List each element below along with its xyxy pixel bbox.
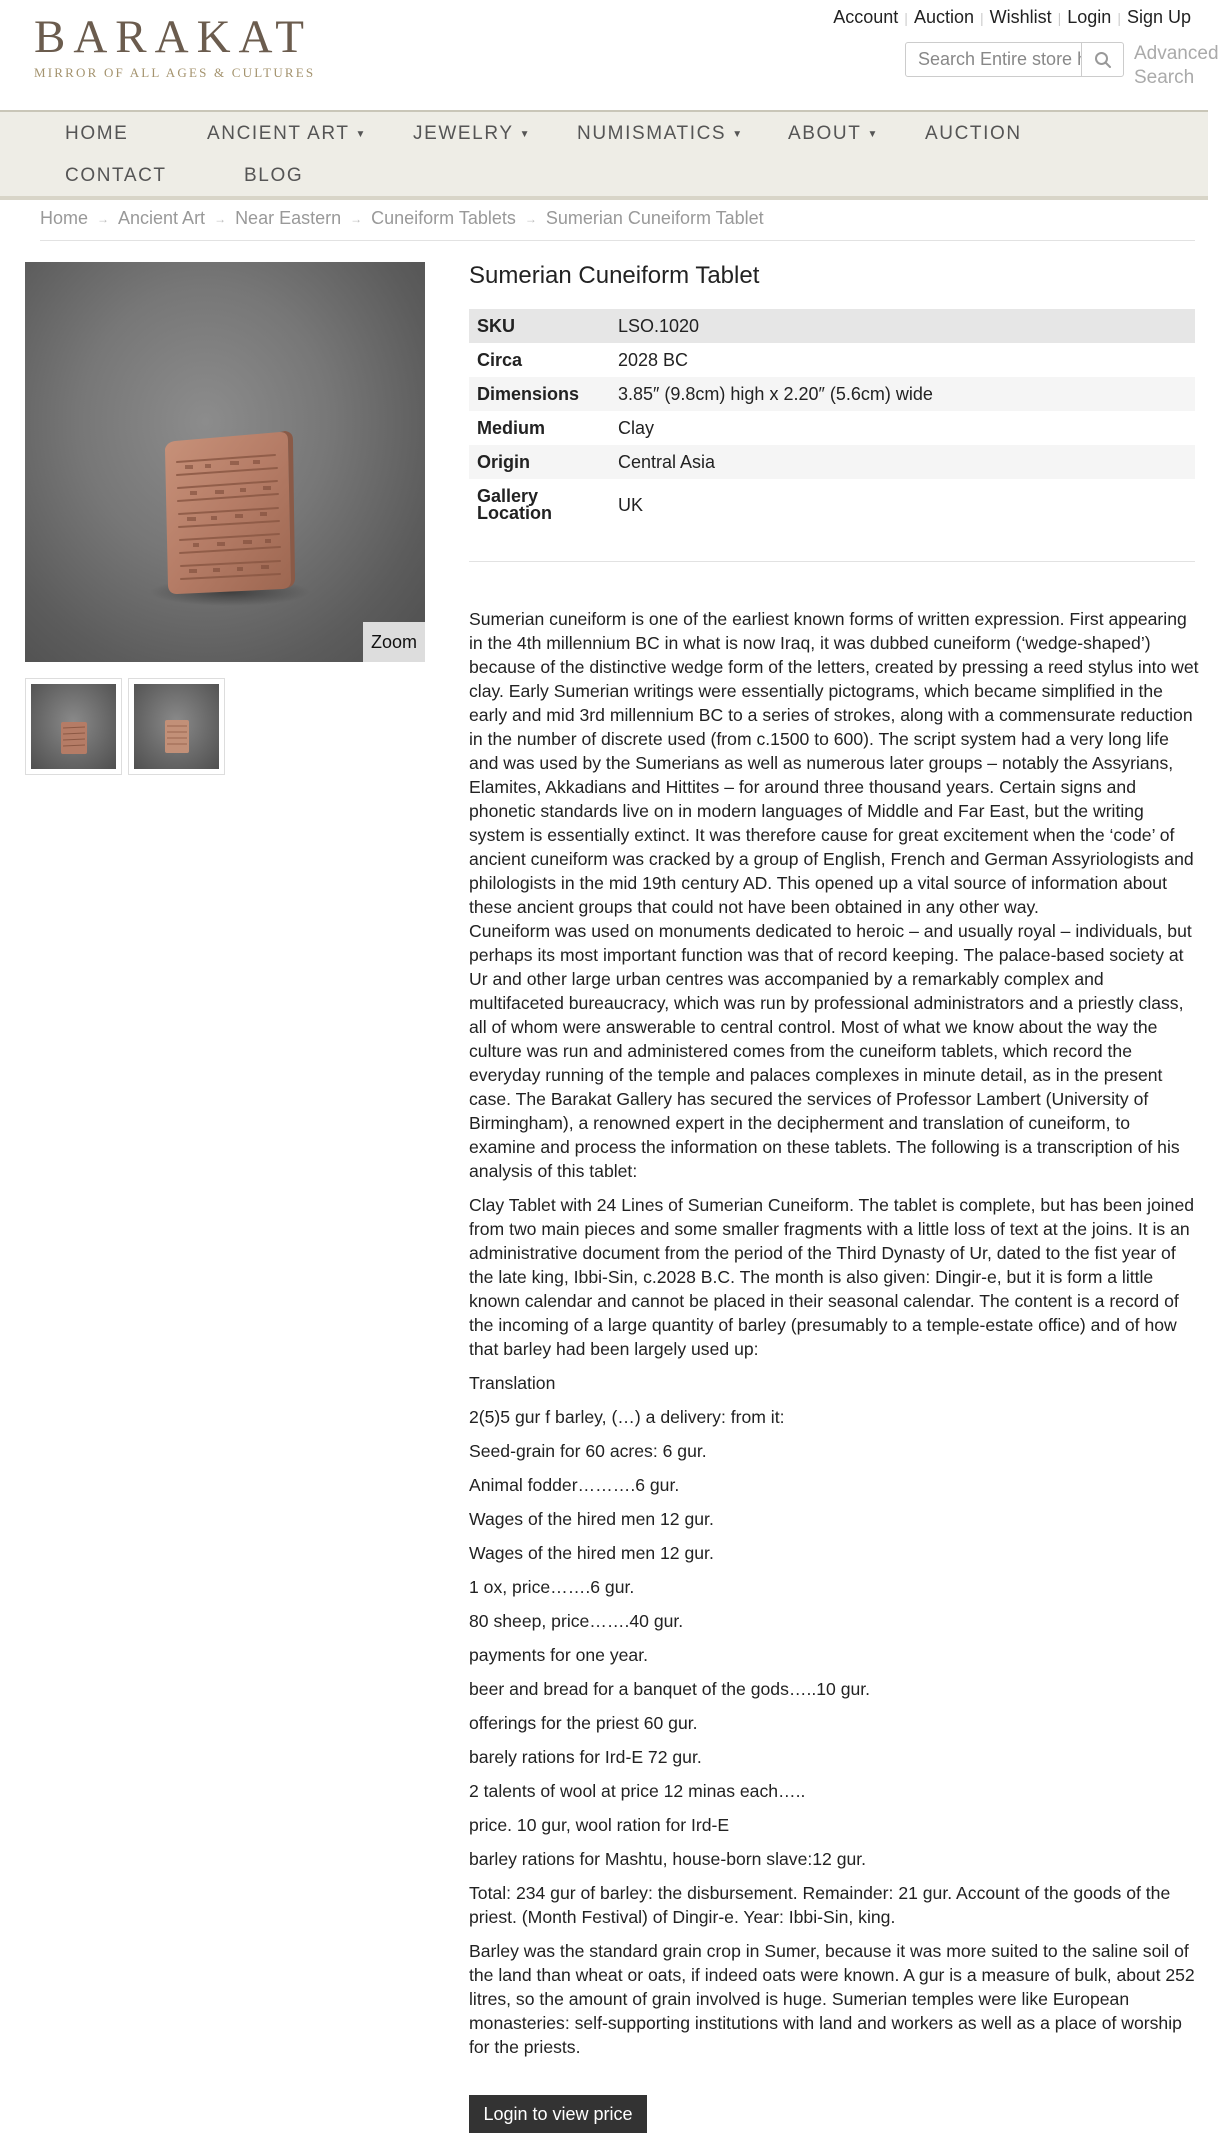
tablet-thumbnail — [134, 684, 219, 769]
arrow-right-icon: → — [214, 211, 227, 226]
caret-down-icon: ▼ — [355, 128, 368, 140]
nav-label: CONTACT — [65, 165, 167, 186]
nav-jewelry[interactable] — [413, 123, 531, 145]
nav-label: ANCIENT ART — [207, 123, 350, 144]
search-button[interactable] — [1081, 43, 1123, 76]
spec-value: LSO.1020 — [618, 315, 700, 336]
translation-line: payments for one year. — [469, 1645, 648, 1665]
caret-down-icon: ▼ — [867, 128, 879, 140]
logo-tagline: MIRROR OF ALL AGES & CULTURES — [34, 65, 316, 80]
login-to-view-price-button[interactable]: Login to view price — [469, 2095, 647, 2133]
breadcrumb-ancient-art[interactable]: Ancient Art — [118, 208, 206, 228]
spec-row — [469, 309, 1195, 343]
product-image[interactable] — [25, 262, 425, 662]
translation-line: 2(5)5 gur f barley, (…) a delivery: from it: — [469, 1407, 785, 1427]
link-separator: | — [904, 9, 908, 26]
nav-numismatics[interactable] — [577, 123, 744, 145]
arrow-right-icon: → — [350, 211, 363, 226]
spec-key: SKU — [477, 315, 516, 336]
nav-about[interactable] — [788, 123, 879, 145]
link-separator: | — [979, 9, 984, 26]
translation-total: Total: 234 gur of barley: the disbursement. Remainder: 21 gur. Account of the goods of the priest. (Month Festival) of Dingir-e. Year: Ibbi-Sin, king. — [469, 1883, 1171, 1927]
nav-home[interactable] — [65, 123, 128, 145]
account-links — [833, 7, 1191, 28]
breadcrumb — [40, 208, 764, 229]
spec-value: 3.85″ (9.8cm) high x 2.20″ (5.6cm) wide — [618, 383, 933, 404]
breadcrumb-home[interactable]: Home — [40, 208, 89, 228]
spec-key: Medium — [477, 417, 546, 438]
main-nav — [0, 110, 1208, 200]
description-paragraph: Cuneiform was used on monuments dedicated to heroic – and usually royal – individuals, but perhaps its most important function was that of record keeping. The palace-based society at Ur and other large urban centres was accompanied by a remarkably complex and multifaceted bureaucracy, which was run by professional administrators and a priestly class, all of whom were answerable to central control. Most of what we know about the way the culture was run and administered comes from the cuneiform tablets, which record the everyday running of the temple and palaces complexes in minute detail, as in the present case. The Barakat Gallery has secured the services of Professor Lambert (University of Birmingham), a renowned expert in the decipherment and translation of cuneiform, to examine and process the information on these tablets. The following is a transcription of his analysis of this tablet: — [469, 921, 1192, 1181]
spec-row — [469, 411, 1195, 445]
divider — [40, 240, 1195, 241]
translation-line: barley rations for Mashtu, house-born slave:12 gur. — [469, 1849, 867, 1869]
cuneiform-tablet-photo — [25, 262, 425, 662]
account-link[interactable]: Account — [833, 7, 899, 27]
login-link[interactable]: Login — [1067, 7, 1112, 27]
breadcrumb-current: Sumerian Cuneiform Tablet — [545, 208, 764, 228]
nav-label: NUMISMATICS — [577, 123, 727, 144]
nav-blog[interactable] — [244, 165, 303, 187]
caret-down-icon: ▼ — [519, 128, 532, 140]
divider — [469, 561, 1195, 562]
thumbnail-image — [134, 684, 219, 769]
translation-line: 2 talents of wool at price 12 minas each….. — [469, 1781, 806, 1801]
translation-line: 80 sheep, price…….40 gur. — [469, 1611, 684, 1631]
thumbnail-2[interactable] — [128, 678, 225, 775]
nav-contact[interactable] — [65, 165, 167, 187]
caret-down-icon: ▼ — [732, 128, 744, 140]
breadcrumb-cuneiform-tablets[interactable]: Cuneiform Tablets — [371, 208, 516, 228]
translation-line: offerings for the priest 60 gur. — [469, 1713, 698, 1733]
logo[interactable] — [34, 11, 316, 81]
translation-heading: Translation — [469, 1373, 556, 1393]
zoom-button[interactable]: Zoom — [363, 622, 425, 662]
advanced-search-link[interactable]: Advanced Search — [1134, 43, 1219, 88]
spec-key: Gallery Location — [477, 486, 552, 523]
search-icon — [1094, 51, 1112, 69]
spec-row — [469, 343, 1195, 377]
description-paragraph: Sumerian cuneiform is one of the earliest known forms of written expression. First appearing in the 4th millennium BC in what is now Iraq, it was dubbed cuneiform (‘wedge-shaped’) because of the distinctive wedge form of the letters, created by pressing a reed stylus into wet clay. Early Sumerian writings were essentially pictograms, which became simplified in the early and mid 3rd millennium BC to a series of strokes, along with a commensurate reduction in the number of discrete used (from c.1500 to 600). The script system had a very long life and was used by the Sumerians as well as numerous later groups – notably the Assyrians, Elamites, Akkadians and Hittites – for around three thousand years. Certain signs and phonetic standards live on in modern languages of Middle and Far East, but the writing system is essentially extinct. It was therefore cause for great excitement when the ‘code’ of ancient cuneiform was cracked by a group of English, French and German Assyriologists and philologists in the mid 19th century AD. This opened up a vital source of information about these ancient groups that could not have been obtained in any other way. — [469, 609, 1199, 917]
translation-line: 1 ox, price…….6 gur. — [469, 1577, 635, 1597]
product-title: Sumerian Cuneiform Tablet — [469, 262, 760, 289]
spec-row — [469, 377, 1195, 411]
translation-line: Wages of the hired men 12 gur. — [469, 1509, 714, 1529]
translation-line: Animal fodder……….6 gur. — [469, 1475, 680, 1495]
nav-label: ABOUT — [788, 123, 862, 144]
translation-line: Seed-grain for 60 acres: 6 gur. — [469, 1441, 707, 1461]
nav-ancient-art[interactable] — [207, 123, 367, 145]
spec-key: Dimensions — [477, 383, 580, 404]
translation-line: Wages of the hired men 12 gur. — [469, 1543, 714, 1563]
description-paragraph: Clay Tablet with 24 Lines of Sumerian Cuneiform. The tablet is complete, but has been joined from two main pieces and some smaller fragments with a little loss of text at the joins. It is an administrative document from the period of the Third Dynasty of Ur, dated to the fist year of the late king, Ibbi-Sin, c.2028 B.C. The month is also given: Dingir-e, but it is form a little known calendar and cannot be placed in their seasonal calendar. The content is a record of the incoming of a large quantity of barley (presumably to a temple-estate office) and of how that barley had been largely used up: — [469, 1195, 1195, 1359]
product-description — [469, 607, 1199, 2059]
wishlist-link[interactable]: Wishlist — [989, 7, 1052, 27]
tablet-thumbnail — [31, 684, 116, 769]
nav-label: AUCTION — [925, 123, 1022, 144]
spec-value: 2028 BC — [618, 349, 689, 370]
spec-row — [469, 479, 1195, 531]
spec-value: Central Asia — [618, 451, 716, 472]
search-input[interactable] — [906, 43, 1081, 76]
nav-auction[interactable] — [925, 123, 1022, 145]
thumbnail-1[interactable] — [25, 678, 122, 775]
link-separator: | — [1117, 9, 1121, 26]
link-separator: | — [1057, 9, 1062, 26]
nav-label: JEWELRY — [413, 123, 514, 144]
spec-table — [469, 309, 1195, 531]
translation-line: barely rations for Ird-E 72 gur. — [469, 1747, 702, 1767]
description-paragraph: Barley was the standard grain crop in Sumer, because it was more suited to the saline soil of the land than wheat or oats, if indeed oats were known. A gur is a measure of bulk, about 252 litres, so the amount of grain involved is huge. Sumerian temples were like European monasteries: self-supporting institutions with land and workers as well as a place of worship for the priests. — [469, 1941, 1195, 2057]
spec-key: Circa — [477, 349, 523, 370]
auction-link[interactable]: Auction — [913, 7, 974, 27]
spec-key: Origin — [477, 451, 530, 472]
spec-row — [469, 445, 1195, 479]
nav-label: BLOG — [244, 165, 304, 186]
thumbnail-image — [31, 684, 116, 769]
search-box — [905, 42, 1124, 77]
spec-value: UK — [618, 494, 644, 515]
nav-label: HOME — [65, 123, 129, 144]
logo-wordmark: BARAKAT — [34, 11, 312, 63]
translation-line: price. 10 gur, wool ration for Ird-E — [469, 1815, 730, 1835]
arrow-right-icon: → — [524, 211, 537, 226]
arrow-right-icon: → — [97, 211, 110, 226]
site-header — [0, 0, 1219, 110]
translation-line: beer and bread for a banquet of the gods…..10 gur. — [469, 1679, 871, 1699]
spec-value: Clay — [618, 417, 655, 438]
signup-link[interactable]: Sign Up — [1126, 7, 1191, 27]
breadcrumb-near-eastern[interactable]: Near Eastern — [235, 208, 342, 228]
